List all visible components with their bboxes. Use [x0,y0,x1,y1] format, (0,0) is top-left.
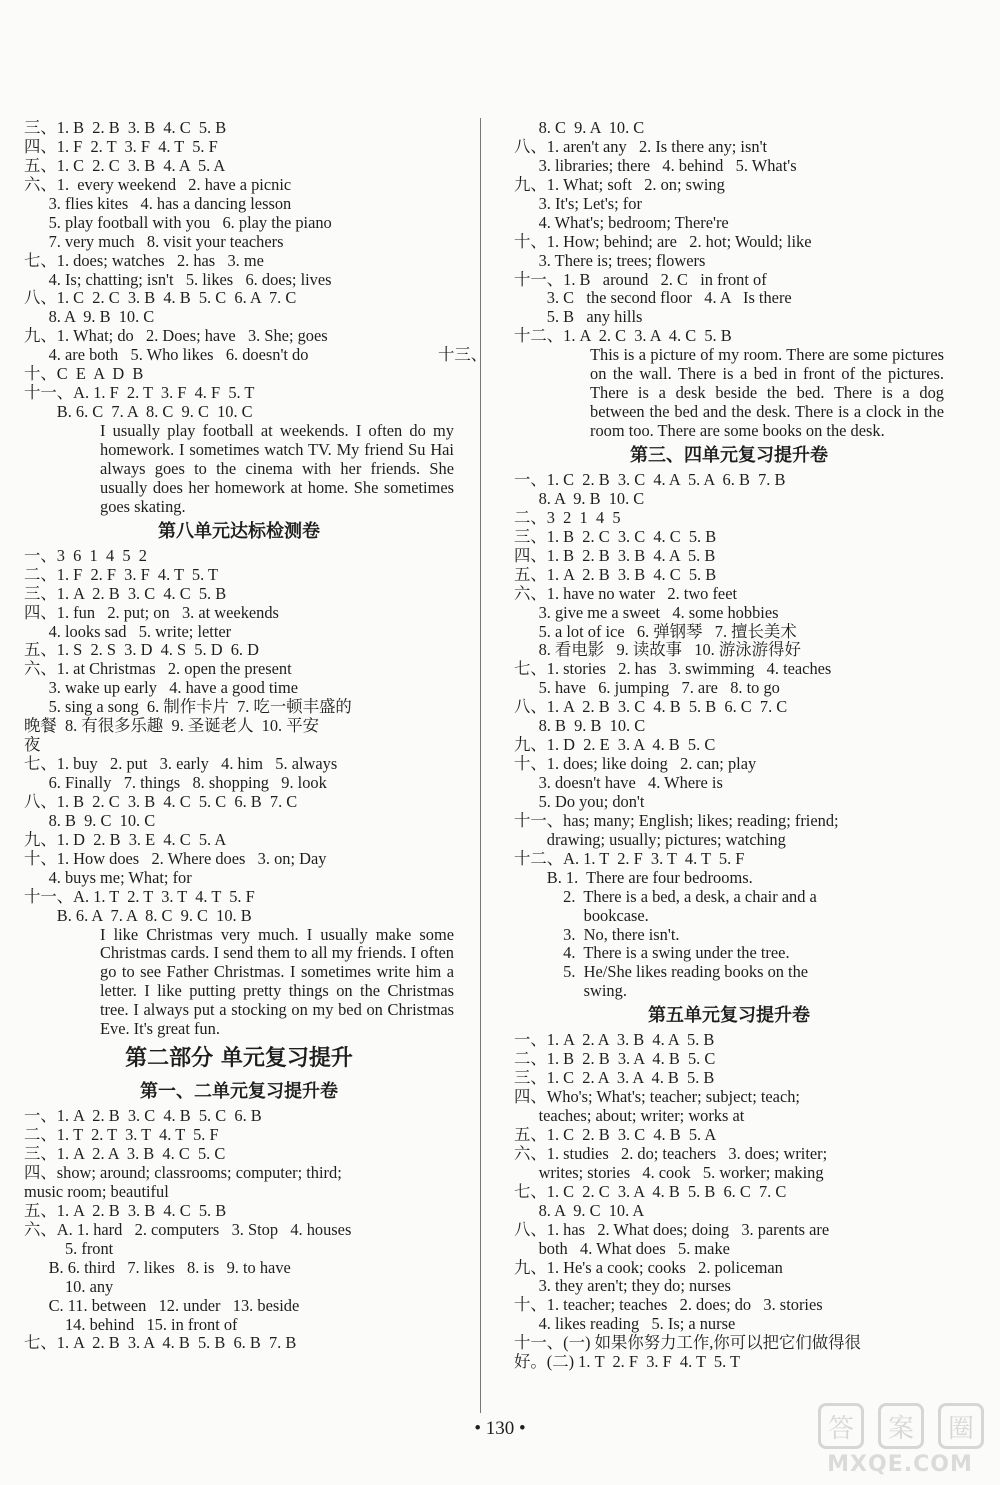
answer-line: 十一、A. 1. F 2. T 3. F 4. F 5. T [24,384,255,403]
answer-line: 3. It's; Let's; for [514,194,642,213]
answer-line: 4. are both 5. Who likes 6. doesn't do [24,346,309,365]
answer-line: 3. C the second floor 4. A Is there [514,289,792,308]
answer-column-left [24,119,454,1353]
answer-line: 4. looks sad 5. write; letter [24,622,232,641]
writing-sample [438,345,944,441]
part-heading: 第二部分 单元复习提升 [125,1046,353,1072]
answer-line: B. 6. third 7. likes 8. is 9. to have [24,1258,291,1277]
answer-line: 十一、1. B around 2. C in front of [514,270,767,289]
answer-line: 九、1. What; do 2. Does; have 3. She; goes [24,327,328,346]
answer-line: 十、1. How does 2. Where does 3. on; Day [24,849,327,868]
answer-line: 5. B any hills [514,308,643,327]
answer-line: 七、1. does; watches 2. has 3. me [24,251,264,270]
answer-line: 3. No, there isn't. [514,925,680,944]
answer-line: B. 1. There are four bedrooms. [514,868,753,887]
answer-line: 二、1. T 2. T 3. T 4. T 5. F [24,1126,219,1145]
answer-line: 十二、1. A 2. C 3. A 4. C 5. B [514,327,732,346]
answer-line: music room; beautiful [24,1182,169,1201]
section-heading: 第八单元达标检测卷 [158,520,320,542]
answer-line: 3. they aren't; they do; nurses [514,1277,731,1296]
answer-line: 五、1. S 2. S 3. D 4. S 5. D 6. D [24,641,259,660]
column-divider [480,118,481,1413]
writing-text: I like Christmas very much. I usually make some Christmas cards. I send them to all my friends. I often go to see Father Christmas. I sometimes write him a letter. I like putting pretty things on the Christmas tree. I always put a stocking on my bed on Christmas Eve. It's great fun. [100,924,454,1039]
answer-line: 六、A. 1. hard 2. computers 3. Stop 4. houses [24,1220,352,1239]
writing-sample [24,926,454,1040]
answer-line: 五、1. A 2. B 3. B 4. C 5. B [514,565,717,584]
answer-line: 5. Do you; don't [514,792,645,811]
answer-line: 五、1. C 2. C 3. B 4. A 5. A [24,156,226,175]
section-heading: 第一、二单元复习提升卷 [140,1081,338,1103]
answer-line: 6. Finally 7. things 8. shopping 9. look [24,774,327,793]
writing-sample [24,422,454,517]
answer-line: 九、1. D 2. B 3. E 4. C 5. A [24,830,227,849]
answer-line: 3. wake up early 4. have a good time [24,679,299,698]
answer-line: 8. B 9. B 10. C [514,717,646,736]
answer-line: 3. There is; trees; flowers [514,251,706,270]
question-number: 十三、 [438,345,488,365]
answer-line: 七、1. stories 2. has 3. swimming 4. teaches [514,660,832,679]
answer-line: 八、1. B 2. C 3. B 4. C 5. C 6. B 7. C [24,792,298,811]
answer-line: 4. likes reading 5. Is; a nurse [514,1315,736,1334]
answer-line: 五、1. C 2. B 3. C 4. B 5. A [514,1125,717,1144]
answer-line: 四、Who's; What's; teacher; subject; teach; [514,1088,800,1107]
answer-line: 5. play football with you 6. play the piano [24,213,332,232]
answer-line: 八、1. has 2. What does; doing 3. parents are [514,1220,830,1239]
answer-line: 七、1. A 2. B 3. A 4. B 5. B 6. B 7. B [24,1334,297,1353]
answer-line: 五、1. A 2. B 3. B 4. C 5. B [24,1201,227,1220]
answer-line: writes; stories 4. cook 5. worker; making [514,1163,824,1182]
answer-line: 十一、(一) 如果你努力工作,你可以把它们做得很 [514,1334,861,1353]
answer-line: 5. have 6. jumping 7. are 8. to go [514,679,780,698]
answer-line: 三、1. A 2. B 3. C 4. C 5. B [24,584,227,603]
answer-line: 三、1. B 2. C 3. C 4. C 5. B [514,527,717,546]
answer-line: B. 6. A 7. A 8. C 9. C 10. B [24,906,252,925]
section-heading: 第五单元复习提升卷 [648,1005,810,1027]
answer-line: 十二、A. 1. T 2. F 3. T 4. T 5. F [514,849,745,868]
answer-line: B. 6. C 7. A 8. C 9. C 10. C [24,403,253,422]
answer-line: 八、1. aren't any 2. Is there any; isn't [514,137,768,156]
answer-line: 四、1. F 2. T 3. F 4. T 5. F [24,137,218,156]
answer-line: 4. What's; bedroom; There're [514,213,729,232]
answer-line: swing. [514,982,627,1001]
watermark-glyph: 答 [818,1403,864,1449]
answer-line: 8. B 9. C 10. C [24,811,156,830]
answer-line: 四、1. B 2. B 3. B 4. A 5. B [514,546,716,565]
answer-line: bookcase. [514,906,649,925]
watermark-glyph: 案 [878,1403,924,1449]
answer-line: 二、3 2 1 4 5 [514,508,621,527]
page-number: • 130 • [474,1418,526,1439]
answer-line: 晚餐 8. 有很多乐趣 9. 圣诞老人 10. 平安 [24,717,320,736]
answer-line: both 4. What does 5. make [514,1239,730,1258]
answer-line: 四、show; around; classrooms; computer; third; [24,1164,342,1183]
answer-line: 8. A 9. C 10. A [514,1201,645,1220]
answer-line: 3. doesn't have 4. Where is [514,774,723,793]
answer-line: 10. any [24,1277,114,1296]
watermark-url: MXQE.COM [827,1452,973,1477]
answer-line: 一、1. A 2. B 3. C 4. B 5. C 6. B [24,1107,262,1126]
answer-line: 三、1. C 2. A 3. A 4. B 5. B [514,1069,715,1088]
answer-line: 5. sing a song 6. 制作卡片 7. 吃一顿丰盛的 [24,698,352,717]
answer-line: 三、1. A 2. A 3. B 4. C 5. C [24,1145,226,1164]
answer-line: 4. Is; chatting; isn't 5. likes 6. does; lives [24,270,332,289]
answer-line: 三、1. B 2. B 3. B 4. C 5. B [24,119,227,137]
answer-line: 六、1. every weekend 2. have a picnic [24,175,292,194]
answer-line: 7. very much 8. visit your teachers [24,232,284,251]
answer-line: 8. A 9. B 10. C [24,308,155,327]
question-number [24,926,100,945]
watermark-logo [812,1403,988,1477]
answer-line: 8. 看电影 9. 读故事 10. 游泳游得好 [514,641,801,660]
answer-line: 八、1. C 2. C 3. B 4. B 5. C 6. A 7. C [24,289,297,308]
answer-line: 十、1. How; behind; are 2. hot; Would; like [514,232,812,251]
section-heading: 第三、四单元复习提升卷 [630,445,828,467]
answer-line: 8. C 9. A 10. C [514,119,645,137]
answer-line: teaches; about; writer; works at [514,1107,745,1126]
answer-line: 3. flies kites 4. has a dancing lesson [24,194,292,213]
answer-line: 十、C E A D B [24,365,144,384]
answer-line: C. 11. between 12. under 13. beside [24,1296,300,1315]
answer-line: 5. He/She likes reading books on the [514,963,809,982]
answer-line: 3. libraries; there 4. behind 5. What's [514,156,797,175]
answer-line: 七、1. buy 2. put 3. early 4. him 5. always [24,755,338,774]
answer-line: 5. front [24,1239,114,1258]
answer-line: 十一、has; many; English; likes; reading; friend; [514,811,839,830]
question-number [24,422,100,441]
answer-line: 十、1. does; like doing 2. can; play [514,755,757,774]
answer-line: 2. There is a bed, a desk, a chair and a [514,887,817,906]
answer-line: 14. behind 15. in front of [24,1315,238,1334]
answer-line: 一、3 6 1 4 5 2 [24,546,147,565]
answer-line: 一、1. C 2. B 3. C 4. A 5. A 6. B 7. B [514,471,786,490]
answer-line: 4. buys me; What; for [24,868,192,887]
answer-line: 四、1. fun 2. put; on 3. at weekends [24,603,279,622]
answer-line: 九、1. D 2. E 3. A 4. B 5. C [514,736,716,755]
answer-line: 六、1. at Christmas 2. open the present [24,660,292,679]
answer-line: 3. give me a sweet 4. some hobbies [514,603,779,622]
answer-line: 十一、A. 1. T 2. T 3. T 4. T 5. F [24,887,255,906]
answer-line: 夜 [24,736,41,755]
watermark-glyph: 圈 [938,1403,984,1449]
answer-line: 8. A 9. B 10. C [514,489,645,508]
answer-line: 六、1. studies 2. do; teachers 3. does; writer; [514,1144,828,1163]
answer-column-right [438,119,944,1372]
answer-line: 4. There is a swing under the tree. [514,944,790,963]
answer-line: 二、1. F 2. F 3. F 4. T 5. T [24,565,218,584]
answer-line: 十、1. teacher; teaches 2. does; do 3. stories [514,1296,823,1315]
answer-line: 5. a lot of ice 6. 弹钢琴 7. 擅长美术 [514,622,797,641]
answer-line: 八、1. A 2. B 3. C 4. B 5. B 6. C 7. C [514,698,788,717]
writing-text: I usually play football at weekends. I often do my homework. I sometimes watch TV. My friend Su Hai always goes to the cinema with her friends. She usually does her homework at home. She sometimes goes skating. [100,421,454,516]
answer-line: 九、1. What; soft 2. on; swing [514,175,725,194]
answer-line: 九、1. He's a cook; cooks 2. policeman [514,1258,783,1277]
answer-line: 七、1. C 2. C 3. A 4. B 5. B 6. C 7. C [514,1182,787,1201]
answer-line: 好。(二) 1. T 2. F 3. F 4. T 5. T [514,1353,741,1372]
answer-line: 一、1. A 2. A 3. B 4. A 5. B [514,1031,715,1050]
answer-line: 六、1. have no water 2. two feet [514,584,738,603]
writing-text: This is a picture of my room. There are some pictures on the wall. There is a bed in front of the pictures. There is a desk beside the bed. There is a dog between the bed and the desk. There is a clock in the room too. There are some books on the desk. [590,345,944,441]
answer-line: 二、1. B 2. B 3. A 4. B 5. C [514,1050,716,1069]
answer-line: drawing; usually; pictures; watching [514,830,786,849]
